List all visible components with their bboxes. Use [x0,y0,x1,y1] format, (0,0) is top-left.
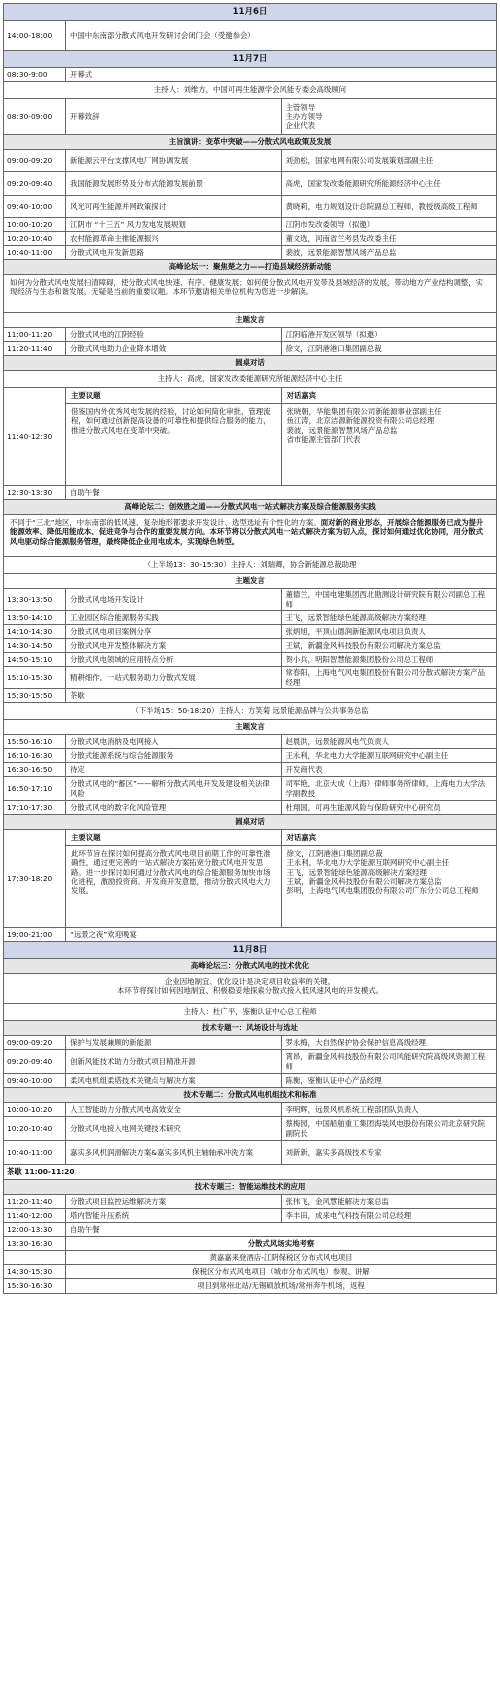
time-cell: 10:40-11:00 [4,246,66,259]
tea-break-row [4,1165,496,1180]
time-cell: 14:10-14:30 [4,625,66,638]
speaker-cell: 王永利，华北电力大学能源互联网研究中心副主任 [281,749,497,762]
column-header: 主要议题 [66,388,281,404]
time-cell: 15:10-15:30 [4,667,66,688]
topic-cell: 分散式风电开发整体解决方案 [70,640,167,650]
forum-description [4,974,496,1004]
speaker-cell: 李丰田，成来电气科技有限公司总经理 [281,1209,497,1222]
topic-cell: 开幕致辞 [70,111,100,121]
time-cell: 14:00-18:00 [4,21,66,50]
speaker-cell: 赵晨洪，远景能源风电气负责人 [281,735,497,748]
column-header: 主要议题 [66,830,281,846]
topic-cell: 茶歇 [70,690,85,700]
topic-cell: 保税区分布式风电项目（城市分布式风电）参观、讲解 [192,1266,370,1276]
agenda-row [4,763,496,777]
time-cell: 09:20-09:40 [4,172,66,195]
topic-body: 此环节旨在探讨如何提高分散式风电项目前期工作的可靠性准确性，通过更完善的一站式解决方案拓宽分散式风电开发思路。进一步探讨如何通过分散式风电的综合能源服务加快市场化进程，激励投资商、开发商开发意愿，推动分散式风电大力发展。 [71,849,271,895]
description-text: 如何为分散式风电发展扫清障碍，使分散式风电快速、有序、健康发展；如何使分散式风电开发带及县域经济的发展，带动地方产业结构调整，实现经济与生态和谐发展，无疑是当前的重要议题。本环节邀请相关单位机构为您进一步解读。 [10,278,484,297]
section-title: 技术专题二：分散式风电机组技术和标准 [183,1090,317,1100]
speaker-cell: 开发商代表 [281,763,497,776]
time-cell: 10:00-10:20 [4,1103,66,1116]
date-header-nov8 [4,942,496,959]
topic-cell: 塔内智能升压系统 [70,1210,130,1220]
agenda-row [4,1036,496,1050]
host-row [4,82,496,99]
guest-column [281,830,497,927]
time-cell: 19:00-21:00 [4,928,66,941]
topic-cell: 分散式风电助力企业降本增效 [70,343,167,353]
time-cell: 10:40-11:00 [4,1141,66,1164]
agenda-row [4,342,496,356]
agenda-row [4,21,496,51]
speaker-cell: 陈衡，鉴衡认证中心产品经理 [281,1074,497,1087]
agenda-row [4,68,496,82]
time-cell: 10:00-10:20 [4,218,66,231]
topic-cell: 分散式风电的数字化风险管理 [70,802,167,812]
topic-cell: 分散式风电开发新思路 [70,247,144,257]
time-cell: 09:20-09:40 [4,1050,66,1073]
date-header-nov6 [4,4,496,21]
agenda-row [4,689,496,703]
agenda-row [4,589,496,611]
speaker-cell: 刘劲松，国家电网有限公司发展策划部副主任 [281,150,497,171]
host-text: （上半场13：30-15:30）主持人：刘瑞卿，协合新能源总裁助理 [143,560,357,570]
time-cell: 15:30-15:50 [4,689,66,702]
agenda-row [4,218,496,232]
section-keynote [4,135,496,150]
topic-cell: 创新风能技术助力分散式项目精准开源 [70,1056,196,1066]
topic-cell: 风光可再生能源并网政策探讨 [70,201,167,211]
time-cell: 16:50-17:10 [4,777,66,800]
time-cell: 11:00-11:20 [4,328,66,341]
date-label: 11月6日 [232,6,268,17]
description-line: 企业因地制宜、优化设计是决定项目收益率的关键。 [165,977,335,986]
topic-cell: 分散式风电的江阴经验 [70,329,144,339]
agenda-row [4,1195,496,1209]
host-text: （下半场15：50-18:20）主持人：方笑菊 远景能源品牌与公共事务总监 [131,706,369,716]
topic-cell: 待定 [70,764,85,774]
agenda-row [4,196,496,218]
speaker-cell: 刘新新，嘉实多高级技术专家 [281,1141,497,1164]
agenda-row [4,1265,496,1279]
topic-cell: 精耕细作，一站式服务助力分散式发展 [70,672,196,682]
agenda-row [4,150,496,172]
section-keynote-talks [4,720,496,735]
time-cell: 13:30-16:30 [4,1237,66,1250]
speaker-cell: 黄晓莉，电力规划设计总院副总工程师，教授级高级工程师 [281,196,497,217]
topic-cell: 工业园区综合能源服务实践 [70,612,159,622]
time-cell: 16:10-16:30 [4,749,66,762]
section-title: 主题发言 [235,315,265,325]
speaker-cell: 贺小兵，明阳智慧能源集团股份公司总工程师 [281,653,497,666]
topic-cell: 柔风电机组柔塔技术关键点与解决方案 [70,1075,196,1085]
agenda-row [4,232,496,246]
agenda-row [4,1141,496,1165]
topic-cell: 嘉实多风机润滑解决方案&嘉实多风机主轴轴承冲洗方案 [70,1147,254,1157]
section-title: 主题发言 [235,722,265,732]
description-text [4,974,496,1003]
topic-cell: 项目到常州北站/无锡硕放机场/常州奔牛机场，返程 [197,1281,365,1291]
topic-body: 借鉴国内外优秀风电发展的经验，讨论如何简化审批、管理流程，如何通过创新提高设备的可靠性和提供综合服务的能力，推进分散式风电在变革中突破。 [71,407,271,435]
section-tech-topic-1 [4,1021,496,1036]
section-tech-topic-2 [4,1088,496,1103]
forum-description [4,515,496,557]
time-cell: 11:20-11:40 [4,1195,66,1208]
time-cell: 12:00-13:30 [4,1223,66,1236]
agenda-row [4,1209,496,1223]
speaker-cell: 主管领导 主办方领导 企业代表 [281,99,497,134]
topic-cell: 自助午餐 [70,1224,100,1234]
agenda-row [4,328,496,342]
time-cell: 09:00-09:20 [4,1036,66,1049]
agenda-row [4,667,496,689]
speaker-cell: 李明辉，远景风机系统工程部团队负责人 [281,1103,497,1116]
speaker-cell: 裴波，远景能源智慧风场产品总监 [281,246,497,259]
time-cell: 15:50-16:10 [4,735,66,748]
topic-cell: “远景之夜”欢迎晚宴 [70,929,137,939]
guest-column [281,388,497,485]
topic-cell: 分散式风电消纳及电网接入 [70,736,159,746]
host-text: 主持人：刘维方，中国可再生能源学会风能专委会高级顾问 [153,85,347,95]
date-label: 11月7日 [232,53,268,64]
section-title: 技术专题三：智能运维技术的应用 [194,1182,306,1192]
time-cell: 09:00-09:20 [4,150,66,171]
speaker-cell: 江阴市发改委领导（拟邀） [281,218,497,231]
speaker-cell: 董德兰，中国电建集团西北勘测设计研究院有限公司副总工程师 [281,589,497,610]
section-forum-3 [4,959,496,974]
description-line: 本环节将探讨如何因地制宜、积极稳妥地探索分散式接入低风速风电的开发模式。 [116,986,384,996]
agenda-row [4,1074,496,1088]
speaker-cell: 司军艳，北京大成（上海）律师事务所律师，上海电力大学法学副教授 [281,777,497,800]
description-text [4,515,496,556]
agenda-row [4,246,496,260]
section-roundtable [4,815,496,830]
speaker-cell: 江阴临港开发区领导（拟邀） [281,328,497,341]
agenda-row [4,1117,496,1141]
host-text: 主持人：杜广平，鉴衡认证中心总工程师 [183,1007,317,1017]
topic-column [66,830,281,927]
agenda-row [4,1279,496,1293]
speaker-cell: 王斌，新疆金风科技股份有限公司解决方案总监 [281,639,497,652]
time-cell: 11:40-12:30 [4,388,66,485]
agenda-row [4,653,496,667]
speaker-cell: 高虎，国家发改委能源研究所能源经济中心主任 [281,172,497,195]
agenda-table [3,3,497,1294]
topic-cell: 分散式能源系统与综合能源服务 [70,750,174,760]
time-cell: 08:30-09:00 [4,99,66,134]
agenda-row [4,172,496,196]
section-title: 主旨演讲：变革中突破——分散式风电政策及发展 [168,137,332,147]
speaker-cell: 霄昂，新疆金风科技股份有限公司风能研究院高级风资源工程师 [281,1050,497,1073]
section-title: 高峰论坛一：聚焦楚之力——打造县域经济新动能 [168,262,332,272]
agenda-row [4,1103,496,1117]
speaker-cell: 常春阳，上海电气风电集团股份有限公司分散式解决方案产品经理 [281,667,497,688]
date-header-nov7 [4,51,496,68]
agenda-row [4,735,496,749]
host-row [4,371,496,388]
topic-cell: 分散式风电场开发设计 [70,594,144,604]
date-label: 11月8日 [232,944,268,955]
time-cell: 08:30-9:00 [4,68,66,81]
guest-list: 徐文，江阴港港口集团副总裁 王永利，华北电力大学能源互联网研究中心副主任 王飞，远景智能绿色能源高级解决方案经理 王斌，新疆金风科技股份有限公司解决方案总监 彭明，上海电气风电集团股份有限公司广东分公司总工程师 [286,849,479,895]
speaker-cell: 张伟飞，金风慧能解决方案总监 [281,1195,497,1208]
section-title: 主题发言 [235,576,265,586]
agenda-row [4,639,496,653]
time-cell: 14:30-14:50 [4,639,66,652]
topic-cell: 分散式风电的“蓄区”——解析分散式风电开发及建设相关法律风险 [70,779,270,798]
topic-cell: 分散式风电接入电网关键技术研究 [70,1123,181,1133]
time-cell: 14:30-15:30 [4,1265,66,1278]
time-cell: 17:10-17:30 [4,801,66,814]
speaker-cell: 杜翔国，可再生能源风险与保险研究中心研究员 [281,801,497,814]
time-cell [4,1251,66,1264]
time-cell: 13:30-13:50 [4,589,66,610]
tea-break-label: 茶歇 11:00-11:20 [7,1167,75,1176]
column-header: 对话嘉宾 [282,388,497,404]
section-forum-1 [4,260,496,275]
topic-column [66,388,281,485]
time-cell: 09:40-10:00 [4,1074,66,1087]
topic-cell: 江阴市 “十三五” 风力发电发展规划 [70,219,186,229]
speaker-cell: 蔡梅园，中国船舶重工集团海装风电股份有限公司北京研究院副院长 [281,1117,497,1140]
agenda-row [4,1237,496,1251]
guest-list: 张晓朝，华能集团有限公司新能源事业部副主任 鱼江涛，北京洁源新能源投资有限公司总经理 裴波，远景能源智慧风场产品总监 省市能源主管部门代表 [286,407,442,444]
time-cell: 10:20-10:40 [4,1117,66,1140]
section-tech-topic-3 [4,1180,496,1195]
time-cell: 15:30-16:30 [4,1279,66,1293]
time-cell: 10:20-10:40 [4,232,66,245]
agenda-row [4,777,496,801]
topic-cell: 黄嘉嘉来登酒店-江阴保税区分布式风电项目 [209,1252,353,1262]
speaker-cell: 王飞，远景智能绿色能源高级解决方案经理 [281,611,497,624]
time-cell: 14:50-15:10 [4,653,66,666]
time-cell: 11:40-12:00 [4,1209,66,1222]
topic-cell: 人工智能助力分散式风电高效安全 [70,1104,181,1114]
section-title: 圆桌对话 [235,817,265,827]
topic-cell: 分散式风场实地考察 [247,1238,315,1248]
section-forum-2 [4,500,496,515]
time-cell: 11:20-11:40 [4,342,66,355]
agenda-row [4,928,496,942]
agenda-row [4,1251,496,1265]
topic-cell: 农村能源革命主推能源振兴 [70,233,159,243]
section-keynote-talks [4,574,496,589]
time-cell: 09:40-10:00 [4,196,66,217]
topic-cell: 自助午餐 [70,487,100,497]
section-title: 技术专题一：风场设计与选址 [201,1023,299,1033]
description-emphasis: 面对新的商业形态，开展综合能源服务已成为提升能源效率、降低用能成本、促进竞争与合作的重要发展方向。本环节将以分散式风电一站式解决方案为切入点，探讨如何通过优化协同，用分散式风电驱动综合能源服务管理，最终降低企业用电成本，实现绿色转型。 [10,518,484,546]
time-cell: 16:30-16:50 [4,763,66,776]
forum-description [4,275,496,313]
section-roundtable [4,356,496,371]
speaker-cell: 张炳旭，平顶山德润新能源风电项目负责人 [281,625,497,638]
host-row [4,1004,496,1021]
topic-cell: 分散式项目监控运维解决方案 [70,1196,167,1206]
topic-cell: 新能源云平台支撑风电厂网协调发展 [70,155,189,165]
agenda-row [4,801,496,815]
time-cell: 13:50-14:10 [4,611,66,624]
roundtable-row [4,388,496,486]
section-title: 高峰论坛三：分散式风电的技术优化 [190,961,310,971]
agenda-row [4,99,496,135]
agenda-row [4,1050,496,1074]
section-keynote-talks [4,313,496,328]
topic-cell: 分散式风电项目案例分享 [70,626,152,636]
host-row [4,557,496,574]
host-text: 主持人：高虎，国家发改委能源研究所能源经济中心主任 [157,374,343,384]
agenda-row [4,749,496,763]
agenda-row [4,1223,496,1237]
agenda-row [4,486,496,500]
time-cell: 17:30-18:20 [4,830,66,927]
speaker-cell: 徐文，江阴港港口集团副总裁 [281,342,497,355]
speaker-cell: 罗永梅，大自然保护协会保护信息高级经理 [281,1036,497,1049]
column-header: 对话嘉宾 [282,830,497,846]
roundtable-row [4,830,496,928]
agenda-row [4,611,496,625]
speaker-cell: 董文选，河南省兰考县发改委主任 [281,232,497,245]
topic-cell: 分散式风电领域的应用特点分析 [70,654,174,664]
section-title: 圆桌对话 [235,358,265,368]
topic-cell: 中国中东南部分散式风电开发研讨会闭门会（受邀参会） [70,30,255,40]
host-row [4,703,496,720]
description-part: 不同于“三北”地区，中东南部的低风速、复杂地形都要求开发设计、选型选址有个性化的方案。 [10,518,321,527]
agenda-row [4,625,496,639]
time-cell: 12:30-13:30 [4,486,66,499]
topic-cell: 开幕式 [70,69,93,79]
topic-cell: 保护与发展兼顾的新能源 [70,1037,152,1047]
section-title: 高峰论坛二：创效胜之道——分散式风电一站式解决方案及综合能源服务实践 [124,502,376,512]
topic-cell: 我国能源发展形势及分布式能源发展前景 [70,178,204,188]
